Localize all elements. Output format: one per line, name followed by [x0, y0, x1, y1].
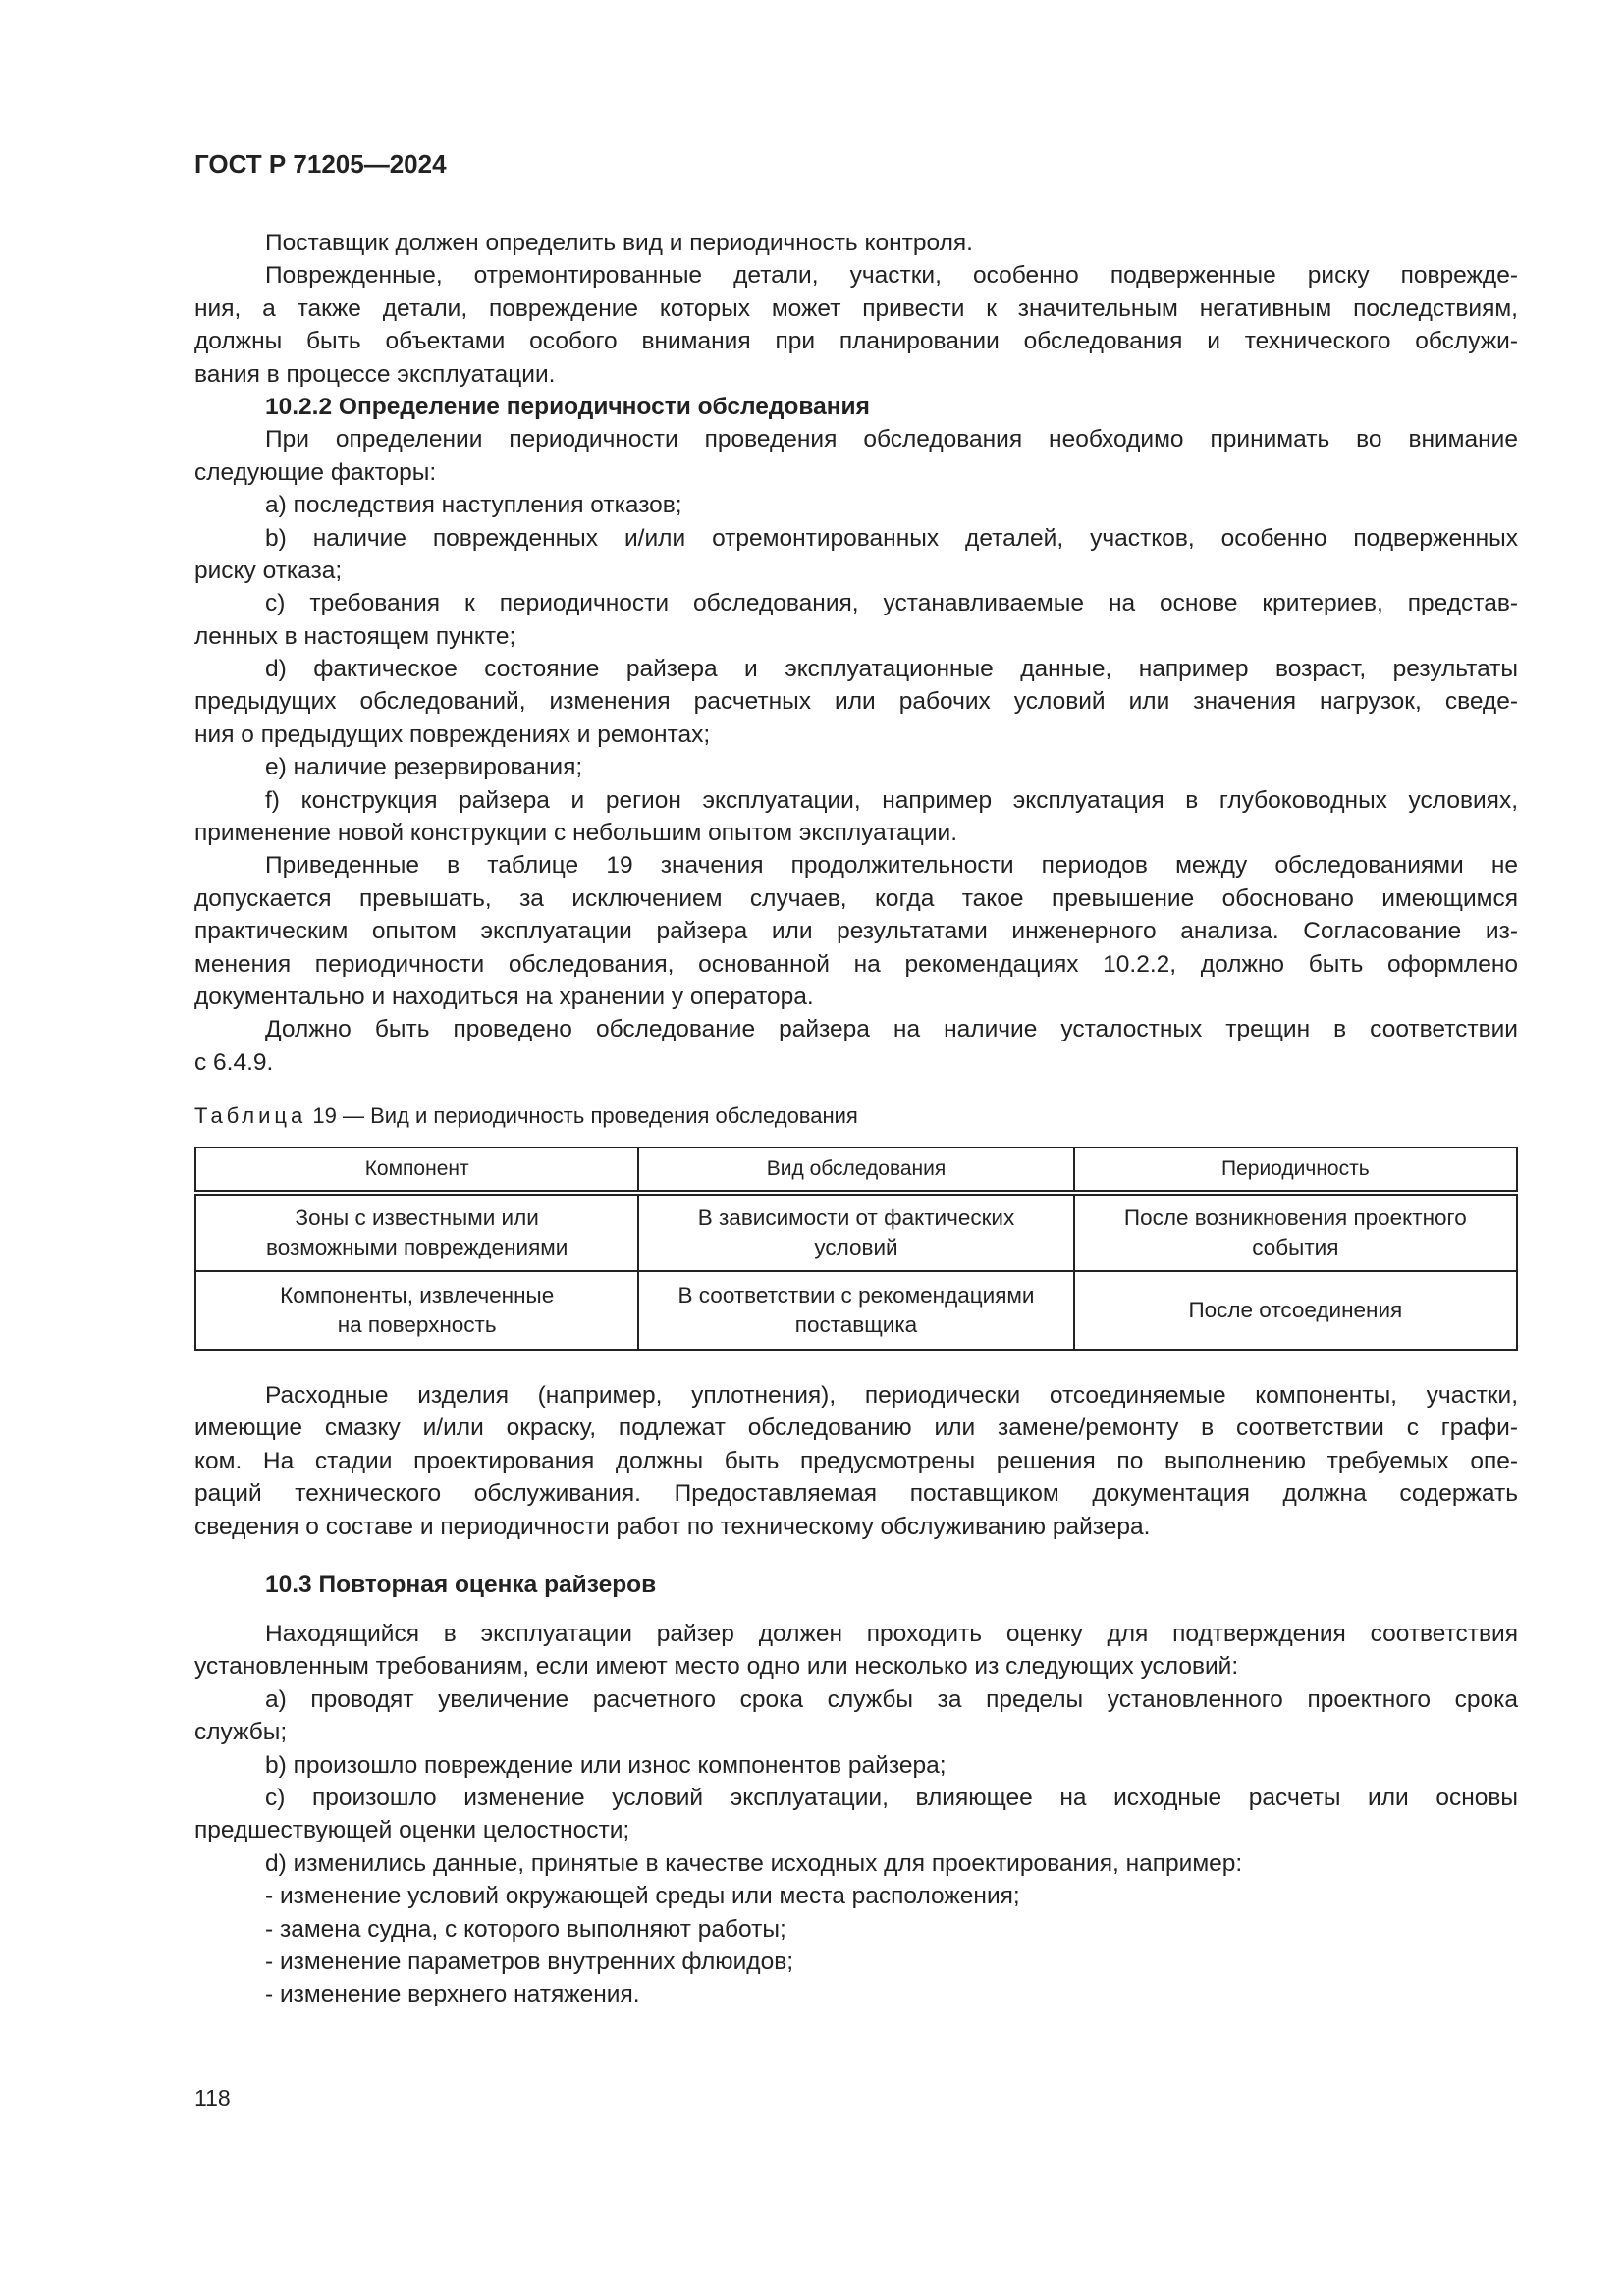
cell-line: Зоны с известными или	[295, 1205, 539, 1230]
paragraph-line: сведения о составе и периодичности работ по техническому обслуживанию райзера.	[194, 1513, 1151, 1540]
post-table-paragraph	[194, 1379, 1518, 1543]
cell-line: возможными повреждениями	[266, 1235, 568, 1259]
paragraph-line: вания в процессе эксплуатации.	[194, 360, 556, 388]
cell-line: на поверхность	[337, 1312, 497, 1337]
paragraph-line: d) изменились данные, принятые в качестве исходных для проектирования, например:	[265, 1849, 1243, 1877]
paragraph-line: Расходные изделия (например, уплотнения), периодически отсоединяемые компоненты, участки,	[265, 1382, 1518, 1409]
table-cell	[638, 1271, 1073, 1350]
paragraph-line: имеющие смазку и/или окраску, подлежат обследованию или замене/ремонту в соответствии с графи-	[194, 1415, 1518, 1442]
table-cell	[195, 1193, 638, 1271]
paragraph-line: следующие факторы:	[194, 458, 437, 486]
paragraph-line: - замена судна, с которого выполняют работы;	[265, 1915, 786, 1943]
paragraph-line: ния, а также детали, повреждение которых может привести к значительным негативным последствиям,	[194, 294, 1518, 322]
paragraph-line: d) фактическое состояние райзера и эксплуатационные данные, например возраст, результаты	[265, 656, 1518, 683]
column-header-periodicity: Периодичность	[1074, 1148, 1517, 1193]
section-10-2-body	[194, 227, 1518, 1079]
paragraph-line: - изменение условий окружающей среды или места расположения;	[265, 1883, 1020, 1910]
paragraph-line: е) наличие резервирования;	[265, 754, 583, 781]
paragraph-line: c) требования к периодичности обследования, устанавливаемые на основе критериев, представ-	[265, 590, 1518, 617]
paragraph-line: ния о предыдущих повреждениях и ремонтах;	[194, 721, 711, 748]
table-cell	[1074, 1193, 1517, 1271]
table-caption-text: 19 — Вид и периодичность проведения обследования	[312, 1103, 858, 1128]
paragraph-line: b) произошло повреждение или износ компонентов райзера;	[265, 1751, 947, 1779]
cell-line: поставщика	[794, 1312, 918, 1337]
paragraph-line: а) проводят увеличение расчетного срока службы за пределы установленного проектного срока	[265, 1685, 1518, 1713]
section-10-3-body	[194, 1618, 1518, 2011]
paragraph-line: Должно быть проведено обследование райзера на наличие усталостных трещин в соответствии	[265, 1016, 1518, 1043]
paragraph-line: Поврежденные, отремонтированные детали, участки, особенно подверженные риску поврежде-	[265, 262, 1518, 290]
paragraph-line: b) наличие поврежденных и/или отремонтированных деталей, участков, особенно подверженных	[265, 524, 1518, 552]
table-caption-label: Таблица	[194, 1103, 307, 1128]
cell-line: После отсоединения	[1188, 1298, 1403, 1322]
page-number: 118	[194, 2085, 231, 2110]
paragraph-line: а) последствия наступления отказов;	[265, 492, 682, 519]
cell-line: После возникновения проектного	[1123, 1205, 1467, 1230]
paragraph-line: документально и находиться на хранении у оператора.	[194, 983, 814, 1010]
column-header-inspection-type: Вид обследования	[638, 1148, 1073, 1193]
paragraph-line: c) произошло изменение условий эксплуатации, влияющее на исходные расчеты или основы	[265, 1784, 1518, 1811]
table-caption	[194, 1103, 858, 1129]
cell-line: Компоненты, извлеченные	[280, 1283, 555, 1308]
table-19	[194, 1147, 1518, 1351]
paragraph-line: допускается превышать, за исключением случаев, когда такое превышение обосновано имеющимся	[194, 884, 1518, 912]
cell-line: В зависимости от фактических	[697, 1205, 1015, 1230]
subsection-heading: 10.2.2 Определение периодичности обследования	[265, 393, 870, 420]
paragraph-line: менения периодичности обследования, основанной на рекомендациях 10.2.2, должно быть оформлено	[194, 950, 1518, 978]
table-cell	[195, 1271, 638, 1350]
paragraph-line: Находящийся в эксплуатации райзер должен проходить оценку для подтверждения соответствия	[265, 1621, 1518, 1647]
table-row	[195, 1193, 1517, 1271]
paragraph-line: предшествующей оценки целостности;	[194, 1817, 630, 1844]
paragraph-line: предыдущих обследований, изменения расчетных или рабочих условий или значения нагрузок, сведе-	[194, 688, 1518, 716]
paragraph-line: - изменение параметров внутренних флюидов;	[265, 1948, 794, 1975]
paragraph-line: риску отказа;	[194, 557, 343, 584]
cell-line: условий	[814, 1235, 898, 1259]
section-heading: 10.3 Повторная оценка райзеров	[265, 1572, 657, 1598]
table-cell	[638, 1193, 1073, 1271]
paragraph-line: - изменение верхнего натяжения.	[265, 1981, 640, 2008]
cell-line: события	[1252, 1235, 1339, 1259]
paragraph-line: При определении периодичности проведения обследования необходимо принимать во внимание	[265, 426, 1518, 454]
paragraph-line: Приведенные в таблице 19 значения продолжительности периодов между обследованиями не	[265, 852, 1518, 880]
paragraph-line: с 6.4.9.	[194, 1048, 274, 1076]
paragraph-line: практическим опытом эксплуатации райзера или результатами инженерного анализа. Согласование из-	[194, 918, 1518, 945]
document-header: ГОСТ Р 71205—2024	[194, 149, 447, 179]
paragraph-line: должны быть объектами особого внимания при планировании обследования и технического обслужи-	[194, 328, 1518, 355]
paragraph-line: раций технического обслуживания. Предоставляемая поставщиком документация должна содержать	[194, 1480, 1518, 1508]
paragraph-line: ком. На стадии проектирования должны быть предусмотрены решения по выполнению требуемых опе-	[194, 1447, 1518, 1474]
paragraph-line: службы;	[194, 1719, 288, 1746]
paragraph-line: ленных в настоящем пункте;	[194, 622, 516, 650]
paragraph-line: применение новой конструкции с небольшим опытом эксплуатации.	[194, 820, 958, 847]
paragraph-line: Поставщик должен определить вид и периодичность контроля.	[265, 230, 973, 256]
paragraph-line: установленным требованиям, если имеют место одно или несколько из следующих условий:	[194, 1653, 1239, 1681]
cell-line: В соответствии с рекомендациями	[677, 1283, 1035, 1308]
paragraph-line: f) конструкция райзера и регион эксплуатации, например эксплуатация в глубоководных условиях,	[265, 786, 1518, 814]
table-cell	[1074, 1271, 1517, 1350]
column-header-component: Компонент	[195, 1148, 638, 1193]
section-10-3-heading-block	[194, 1569, 1518, 1601]
table-row	[195, 1271, 1517, 1350]
